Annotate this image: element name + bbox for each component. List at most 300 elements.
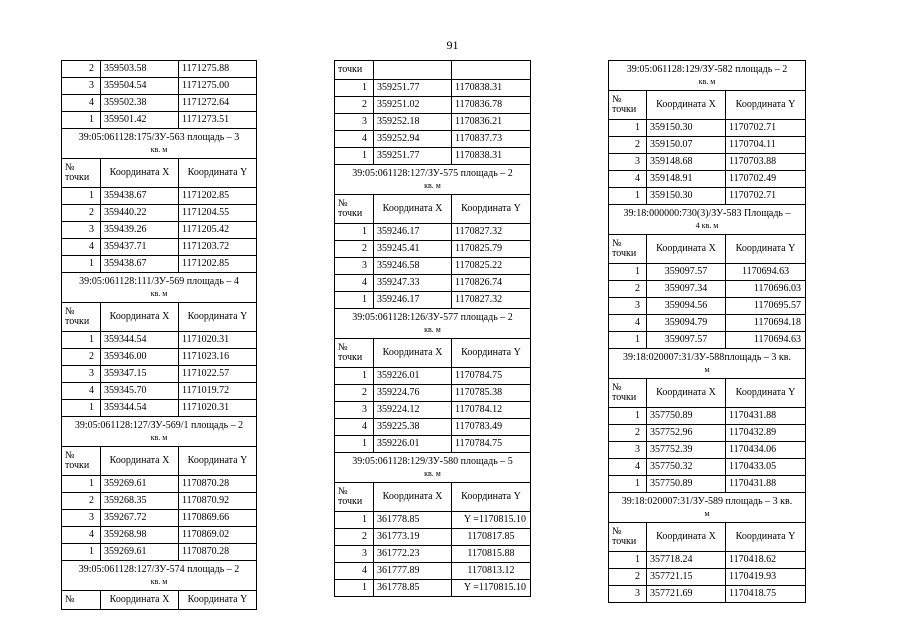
coordinate-y-cell: 1171275.88 bbox=[179, 61, 257, 78]
header-coordinate-x: Координата X bbox=[101, 447, 179, 476]
point-number-cell: 3 bbox=[609, 442, 647, 459]
coordinate-x-cell: 359344.54 bbox=[101, 400, 179, 417]
point-number-cell: 1 bbox=[335, 580, 374, 597]
header-coordinate-x: Координата X bbox=[647, 91, 726, 120]
parcel-title bbox=[609, 61, 806, 91]
header-no-symbol: № bbox=[65, 306, 75, 317]
coordinate-y-cell: 1170694.63 bbox=[726, 264, 806, 281]
table-row bbox=[62, 544, 257, 561]
coordinate-y-cell: Y =1170815.10 bbox=[452, 512, 531, 529]
coordinate-y-cell: 1170695.57 bbox=[726, 298, 806, 315]
coordinate-y-cell: 1170815.88 bbox=[452, 546, 531, 563]
table-row bbox=[335, 529, 531, 546]
point-number-cell: 2 bbox=[335, 97, 374, 114]
parcel-title-text: 39:05:061128:175/ЗУ-563 площадь – 3 bbox=[78, 131, 240, 143]
coordinate-x-cell: 359269.61 bbox=[101, 544, 179, 561]
table-row bbox=[609, 154, 806, 171]
coordinate-y-cell: 1171203.72 bbox=[179, 239, 257, 256]
table-row bbox=[609, 120, 806, 137]
point-number-cell: 1 bbox=[609, 552, 647, 569]
point-number-cell: 3 bbox=[609, 586, 647, 603]
header-no-symbol: № bbox=[65, 450, 75, 461]
coordinate-y-cell: 1171022.57 bbox=[179, 366, 257, 383]
coordinate-x-cell: 359268.35 bbox=[101, 493, 179, 510]
coordinate-y-cell: 1170813.12 bbox=[452, 563, 531, 580]
point-number-cell: 2 bbox=[335, 241, 374, 258]
coordinate-y-cell: 1170784.75 bbox=[452, 368, 531, 385]
parcel-title-unit: кв. м bbox=[150, 432, 168, 442]
coordinate-x-cell: 359504.54 bbox=[101, 78, 179, 95]
parcel-title-text: 39:05:061128:129/ЗУ-580 площадь – 5 bbox=[352, 455, 513, 467]
table-row bbox=[609, 298, 806, 315]
coordinates-table bbox=[334, 60, 531, 597]
coordinate-x-cell: 359246.17 bbox=[374, 292, 452, 309]
table-header-row bbox=[609, 91, 806, 120]
coordinate-y-cell: 1170785.38 bbox=[452, 385, 531, 402]
point-number-cell: 1 bbox=[609, 120, 647, 137]
coordinate-x-cell: 357750.89 bbox=[647, 476, 726, 493]
parcel-title-row bbox=[335, 309, 531, 339]
parcel-title bbox=[62, 129, 257, 159]
parcel-title-text: 39:18:000000:730(3)/ЗУ-583 Площадь – bbox=[623, 207, 791, 219]
parcel-title-text: 39:05:061128:111/ЗУ-569 площадь – 4 bbox=[79, 275, 239, 287]
coordinate-y-cell: 1171272.64 bbox=[179, 95, 257, 112]
coordinate-y-cell: Y =1170815.10 bbox=[452, 580, 531, 597]
parcel-title bbox=[62, 273, 257, 303]
header-coordinate-x: Координата X bbox=[374, 195, 452, 224]
coordinate-x-cell: 359150.30 bbox=[647, 188, 726, 205]
table-row bbox=[62, 510, 257, 527]
coordinate-x-cell: 357752.96 bbox=[647, 425, 726, 442]
table-row bbox=[62, 112, 257, 129]
table-row bbox=[609, 171, 806, 188]
point-number-cell: 2 bbox=[609, 425, 647, 442]
header-coordinate-y: Координата Y bbox=[179, 303, 257, 332]
parcel-title-unit: м bbox=[704, 508, 710, 518]
coordinate-x-cell: 359503.58 bbox=[101, 61, 179, 78]
point-number-cell: 2 bbox=[62, 493, 101, 510]
table-row bbox=[609, 459, 806, 476]
parcel-title-text: 39:05:061128:127/ЗУ-569/1 площадь – 2 bbox=[74, 419, 244, 431]
parcel-title-unit: кв. м bbox=[424, 180, 441, 190]
table-header-row bbox=[335, 483, 531, 512]
coordinate-y-cell: 1170827.32 bbox=[452, 292, 531, 309]
coordinate-y-cell: 1170419.93 bbox=[726, 569, 806, 586]
point-number-cell: 3 bbox=[609, 154, 647, 171]
coordinate-y-cell: 1170433.05 bbox=[726, 459, 806, 476]
parcel-title-unit: м bbox=[704, 364, 710, 374]
parcel-title bbox=[609, 349, 806, 379]
header-point-number bbox=[609, 235, 647, 264]
table-row bbox=[335, 114, 531, 131]
table-row bbox=[335, 436, 531, 453]
coordinate-y-cell: 1170869.66 bbox=[179, 510, 257, 527]
table-row bbox=[62, 256, 257, 273]
page-number: 91 bbox=[446, 38, 459, 52]
parcel-title-text: 39:05:061128:129/ЗУ-582 площадь – 2 bbox=[626, 63, 788, 75]
table-row bbox=[62, 476, 257, 493]
header-no-symbol: № bbox=[65, 593, 75, 605]
coordinate-x-cell: 357718.24 bbox=[647, 552, 726, 569]
table-row bbox=[62, 527, 257, 544]
parcel-title-unit: 4 кв. м bbox=[695, 220, 719, 230]
table-row bbox=[62, 332, 257, 349]
parcel-title-row bbox=[335, 165, 531, 195]
table-header-row bbox=[335, 61, 531, 80]
coordinate-x-cell: 359268.98 bbox=[101, 527, 179, 544]
coordinate-x-cell: 359150.07 bbox=[647, 137, 726, 154]
header-no-word: точки bbox=[65, 172, 90, 183]
table-row bbox=[335, 368, 531, 385]
point-number-cell: 1 bbox=[609, 476, 647, 493]
header-point-number bbox=[609, 523, 647, 552]
point-number-cell: 1 bbox=[609, 332, 647, 349]
point-number-cell: 4 bbox=[62, 383, 101, 400]
parcel-title-unit: кв. м bbox=[150, 144, 168, 154]
coordinate-x-cell: 361773.19 bbox=[374, 529, 452, 546]
table-header-row bbox=[609, 523, 806, 552]
header-no-word: точки bbox=[65, 460, 90, 471]
coordinate-y-cell: 1170838.31 bbox=[452, 80, 531, 97]
table-row bbox=[609, 586, 806, 603]
table-row bbox=[62, 78, 257, 95]
header-coordinate-x: Координата X bbox=[374, 339, 452, 368]
coordinate-x-cell: 361772.23 bbox=[374, 546, 452, 563]
table-row bbox=[62, 239, 257, 256]
point-number-cell: 1 bbox=[62, 400, 101, 417]
point-number-cell: 1 bbox=[62, 256, 101, 273]
table-row bbox=[335, 546, 531, 563]
table-row bbox=[335, 80, 531, 97]
coordinate-x-cell: 359097.57 bbox=[647, 264, 726, 281]
table-row bbox=[609, 332, 806, 349]
table-row bbox=[335, 385, 531, 402]
header-coordinate-x: Координата X bbox=[647, 235, 726, 264]
parcel-title-unit: кв. м bbox=[150, 288, 168, 298]
header-no-symbol: № bbox=[612, 238, 622, 249]
point-number-cell: 3 bbox=[62, 366, 101, 383]
point-number-cell: 3 bbox=[62, 510, 101, 527]
coordinate-x-cell: 359251.02 bbox=[374, 97, 452, 114]
point-number-cell: 2 bbox=[609, 569, 647, 586]
point-number-cell: 4 bbox=[335, 131, 374, 148]
parcel-title-unit: кв. м bbox=[424, 468, 441, 478]
point-number-cell: 1 bbox=[609, 188, 647, 205]
table-row bbox=[609, 137, 806, 154]
table-row bbox=[609, 442, 806, 459]
coordinate-x-cell: 359501.42 bbox=[101, 112, 179, 129]
coordinates-column-2 bbox=[334, 60, 530, 597]
coordinate-y-cell: 1171019.72 bbox=[179, 383, 257, 400]
header-no-symbol: № bbox=[338, 486, 348, 497]
point-number-cell: 3 bbox=[62, 222, 101, 239]
table-row bbox=[62, 205, 257, 222]
header-no-symbol: № bbox=[612, 94, 622, 105]
coordinate-x-cell: 359440.22 bbox=[101, 205, 179, 222]
point-number-cell: 4 bbox=[335, 275, 374, 292]
point-number-cell: 2 bbox=[609, 281, 647, 298]
table-row bbox=[62, 61, 257, 78]
table-body bbox=[335, 61, 531, 597]
parcel-title bbox=[335, 453, 531, 483]
coordinate-y-cell: 1170826.74 bbox=[452, 275, 531, 292]
table-row bbox=[335, 275, 531, 292]
table-row bbox=[62, 188, 257, 205]
header-coordinate-x: Координата X bbox=[101, 591, 179, 610]
coordinate-y-cell: 1170784.12 bbox=[452, 402, 531, 419]
coordinate-y-cell: 1171273.51 bbox=[179, 112, 257, 129]
parcel-title-text: 39:18:020007:31/ЗУ-589 площадь – 3 кв. bbox=[621, 495, 793, 507]
coordinate-y-cell: 1171275.00 bbox=[179, 78, 257, 95]
header-coordinate-y: Координата Y bbox=[179, 159, 257, 188]
header-point-number bbox=[335, 339, 374, 368]
header-coordinate-x: Координата X bbox=[647, 379, 726, 408]
table-header-row bbox=[62, 303, 257, 332]
header-empty-cell bbox=[374, 61, 452, 80]
parcel-title bbox=[609, 493, 806, 523]
table-row bbox=[609, 315, 806, 332]
coordinate-y-cell: 1170870.28 bbox=[179, 544, 257, 561]
header-coordinate-y: Координата Y bbox=[726, 379, 806, 408]
coordinate-x-cell: 359150.30 bbox=[647, 120, 726, 137]
coordinate-y-cell: 1170702.49 bbox=[726, 171, 806, 188]
coordinate-x-cell: 357752.39 bbox=[647, 442, 726, 459]
header-coordinate-y: Координата Y bbox=[452, 339, 531, 368]
coordinates-column-3 bbox=[608, 60, 805, 603]
header-point-number bbox=[609, 379, 647, 408]
point-number-cell: 4 bbox=[609, 171, 647, 188]
point-number-cell: 3 bbox=[335, 258, 374, 275]
point-number-cell: 4 bbox=[62, 239, 101, 256]
coordinates-table bbox=[608, 60, 806, 603]
coordinate-x-cell: 359226.01 bbox=[374, 436, 452, 453]
coordinate-x-cell: 359267.72 bbox=[101, 510, 179, 527]
point-number-cell: 2 bbox=[62, 349, 101, 366]
coordinate-y-cell: 1170694.18 bbox=[726, 315, 806, 332]
coordinate-x-cell: 359224.76 bbox=[374, 385, 452, 402]
coordinate-x-cell: 359347.15 bbox=[101, 366, 179, 383]
header-no-symbol: № bbox=[612, 526, 622, 537]
table-header-row bbox=[335, 339, 531, 368]
parcel-title-row bbox=[609, 349, 806, 379]
parcel-title-unit: кв. м bbox=[150, 576, 168, 586]
table-row bbox=[335, 131, 531, 148]
coordinate-x-cell: 361777.89 bbox=[374, 563, 452, 580]
coordinates-table bbox=[61, 60, 257, 610]
coordinate-x-cell: 359251.77 bbox=[374, 80, 452, 97]
coordinate-y-cell: 1170825.79 bbox=[452, 241, 531, 258]
coordinate-x-cell: 359247.33 bbox=[374, 275, 452, 292]
parcel-title-row bbox=[62, 417, 257, 447]
point-number-cell: 1 bbox=[335, 512, 374, 529]
header-coordinate-x: Координата X bbox=[101, 159, 179, 188]
point-number-cell: 1 bbox=[609, 408, 647, 425]
coordinate-y-cell: 1170825.22 bbox=[452, 258, 531, 275]
coordinate-y-cell: 1170817.85 bbox=[452, 529, 531, 546]
table-row bbox=[335, 580, 531, 597]
coordinate-x-cell: 359345.70 bbox=[101, 383, 179, 400]
coordinate-y-cell: 1171204.55 bbox=[179, 205, 257, 222]
table-row bbox=[62, 95, 257, 112]
coordinate-y-cell: 1170432.89 bbox=[726, 425, 806, 442]
header-point-number bbox=[335, 195, 374, 224]
coordinate-y-cell: 1171020.31 bbox=[179, 400, 257, 417]
point-number-cell: 1 bbox=[609, 264, 647, 281]
coordinate-y-cell: 1170702.71 bbox=[726, 120, 806, 137]
parcel-title-unit: кв. м bbox=[698, 76, 716, 86]
coordinate-y-cell: 1170838.31 bbox=[452, 148, 531, 165]
header-point-number bbox=[62, 303, 101, 332]
table-row bbox=[609, 264, 806, 281]
table-row bbox=[62, 366, 257, 383]
table-row bbox=[609, 425, 806, 442]
table-row bbox=[335, 224, 531, 241]
table-row bbox=[609, 188, 806, 205]
point-number-cell: 3 bbox=[335, 402, 374, 419]
parcel-title-row bbox=[609, 493, 806, 523]
coordinate-y-cell: 1170837.73 bbox=[452, 131, 531, 148]
point-number-cell: 2 bbox=[335, 529, 374, 546]
parcel-title-text: 39:05:061128:127/ЗУ-575 площадь – 2 bbox=[352, 167, 513, 179]
coordinate-x-cell: 359251.77 bbox=[374, 148, 452, 165]
parcel-title-row bbox=[335, 453, 531, 483]
header-coordinate-y: Координата Y bbox=[452, 483, 531, 512]
coordinate-x-cell: 359344.54 bbox=[101, 332, 179, 349]
table-row bbox=[335, 148, 531, 165]
coordinate-x-cell: 359438.67 bbox=[101, 188, 179, 205]
header-coordinate-y: Координата Y bbox=[726, 91, 806, 120]
header-no-symbol: № bbox=[612, 382, 622, 393]
point-number-cell: 4 bbox=[335, 419, 374, 436]
coordinate-x-cell: 359094.79 bbox=[647, 315, 726, 332]
parcel-title bbox=[335, 309, 531, 339]
coordinate-y-cell: 1170870.28 bbox=[179, 476, 257, 493]
coordinate-y-cell: 1170783.49 bbox=[452, 419, 531, 436]
table-row bbox=[62, 383, 257, 400]
point-number-cell: 1 bbox=[335, 80, 374, 97]
table-row bbox=[335, 563, 531, 580]
coordinate-y-cell: 1170434.06 bbox=[726, 442, 806, 459]
parcel-title bbox=[335, 165, 531, 195]
point-number-cell: 2 bbox=[62, 61, 101, 78]
header-no-word: точки bbox=[612, 104, 637, 115]
header-point-number bbox=[62, 159, 101, 188]
coordinate-x-cell: 359097.34 bbox=[647, 281, 726, 298]
point-number-cell: 1 bbox=[62, 544, 101, 561]
coordinate-y-cell: 1170418.62 bbox=[726, 552, 806, 569]
table-row bbox=[62, 222, 257, 239]
coordinate-x-cell: 359148.68 bbox=[647, 154, 726, 171]
point-number-cell: 4 bbox=[609, 315, 647, 332]
table-row bbox=[335, 292, 531, 309]
parcel-title bbox=[62, 417, 257, 447]
coordinate-x-cell: 357750.89 bbox=[647, 408, 726, 425]
header-coordinate-y: Координата Y bbox=[726, 235, 806, 264]
header-coordinate-x: Координата X bbox=[101, 303, 179, 332]
header-point-number bbox=[62, 447, 101, 476]
header-no-word: точки bbox=[338, 208, 363, 219]
table-row bbox=[335, 402, 531, 419]
parcel-title-row bbox=[62, 273, 257, 303]
point-number-cell: 1 bbox=[62, 332, 101, 349]
header-empty-cell bbox=[452, 61, 531, 80]
header-point-number: точки bbox=[335, 61, 374, 80]
header-no-symbol: № bbox=[338, 198, 348, 209]
header-coordinate-x: Координата X bbox=[647, 523, 726, 552]
header-no-word: точки bbox=[338, 496, 363, 507]
parcel-title-text: 39:05:061128:126/ЗУ-577 площадь – 2 bbox=[352, 311, 513, 323]
coordinate-y-cell: 1170702.71 bbox=[726, 188, 806, 205]
table-row bbox=[335, 419, 531, 436]
coordinate-x-cell: 359148.91 bbox=[647, 171, 726, 188]
coordinate-y-cell: 1170870.92 bbox=[179, 493, 257, 510]
coordinate-y-cell: 1170836.21 bbox=[452, 114, 531, 131]
header-coordinate-y: Координата Y bbox=[179, 591, 257, 610]
table-header-row bbox=[62, 591, 257, 610]
point-number-cell: 4 bbox=[62, 527, 101, 544]
coordinate-x-cell: 361778.85 bbox=[374, 512, 452, 529]
table-row bbox=[335, 241, 531, 258]
coordinate-y-cell: 1171202.85 bbox=[179, 188, 257, 205]
coordinate-x-cell: 357750.32 bbox=[647, 459, 726, 476]
header-no-word: точки bbox=[612, 392, 637, 403]
coordinate-x-cell: 359224.12 bbox=[374, 402, 452, 419]
table-header-row bbox=[62, 447, 257, 476]
point-number-cell: 1 bbox=[335, 224, 374, 241]
coordinate-x-cell: 359226.01 bbox=[374, 368, 452, 385]
header-no-word: точки bbox=[338, 352, 363, 363]
coordinate-x-cell: 359438.67 bbox=[101, 256, 179, 273]
coordinate-y-cell: 1170703.88 bbox=[726, 154, 806, 171]
point-number-cell: 3 bbox=[335, 546, 374, 563]
coordinate-x-cell: 359269.61 bbox=[101, 476, 179, 493]
table-header-row bbox=[609, 235, 806, 264]
point-number-cell: 1 bbox=[62, 188, 101, 205]
table-body bbox=[62, 61, 257, 610]
coordinate-x-cell: 359252.94 bbox=[374, 131, 452, 148]
header-point-number bbox=[335, 483, 374, 512]
point-number-cell: 1 bbox=[335, 148, 374, 165]
parcel-title bbox=[609, 205, 806, 235]
table-row bbox=[609, 552, 806, 569]
table-row bbox=[335, 512, 531, 529]
coordinate-x-cell: 359094.56 bbox=[647, 298, 726, 315]
coordinate-x-cell: 359246.58 bbox=[374, 258, 452, 275]
point-number-cell: 3 bbox=[335, 114, 374, 131]
table-row bbox=[62, 400, 257, 417]
parcel-title-text: 39:05:061128:127/ЗУ-574 площадь – 2 bbox=[78, 563, 240, 575]
parcel-title bbox=[62, 561, 257, 591]
point-number-cell: 4 bbox=[609, 459, 647, 476]
header-point-number bbox=[609, 91, 647, 120]
coordinate-y-cell: 1171023.16 bbox=[179, 349, 257, 366]
coordinate-x-cell: 359439.26 bbox=[101, 222, 179, 239]
header-no-word: точки bbox=[65, 316, 90, 327]
coordinate-x-cell: 359252.18 bbox=[374, 114, 452, 131]
point-number-cell: 4 bbox=[62, 95, 101, 112]
coordinate-x-cell: 357721.15 bbox=[647, 569, 726, 586]
coordinate-x-cell: 359346.00 bbox=[101, 349, 179, 366]
header-no-word: точки bbox=[612, 536, 637, 547]
table-row bbox=[609, 476, 806, 493]
coordinate-y-cell: 1170696.03 bbox=[726, 281, 806, 298]
coordinate-y-cell: 1170694.63 bbox=[726, 332, 806, 349]
coordinate-y-cell: 1170431.88 bbox=[726, 476, 806, 493]
coordinate-x-cell: 359245.41 bbox=[374, 241, 452, 258]
header-coordinate-y: Координата Y bbox=[726, 523, 806, 552]
coordinate-y-cell: 1170704.11 bbox=[726, 137, 806, 154]
coordinate-x-cell: 359437.71 bbox=[101, 239, 179, 256]
